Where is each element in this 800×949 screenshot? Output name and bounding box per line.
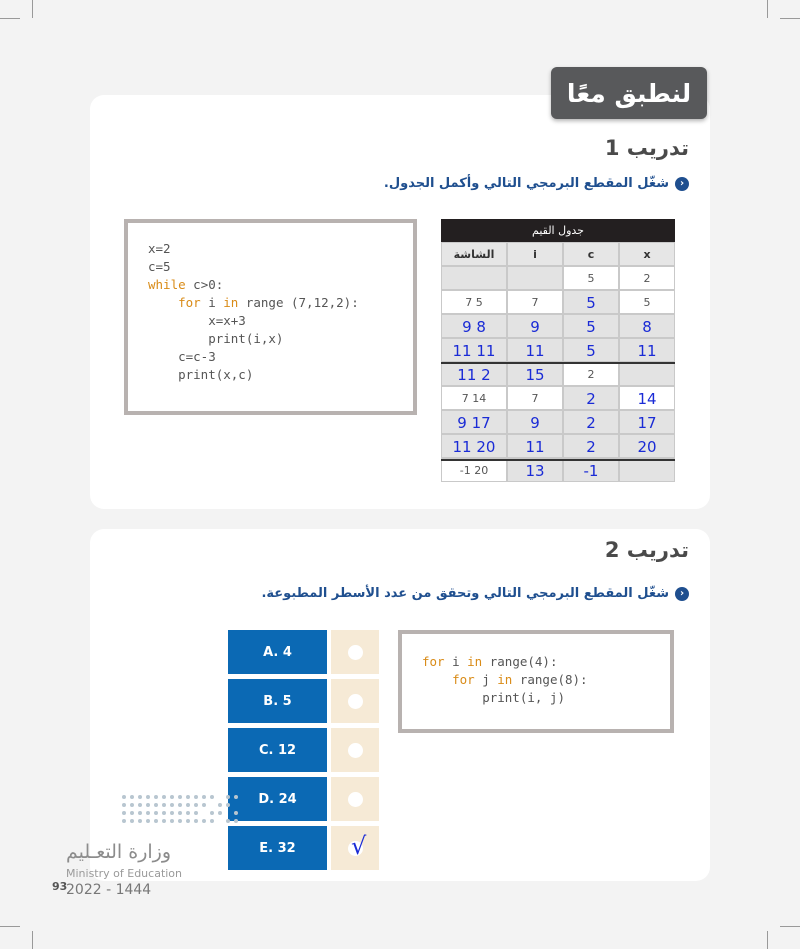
logo-dot [186,795,190,799]
handwritten-answer: 13 [525,462,545,480]
handwritten-answer: 9 [530,318,540,336]
handwritten-answer: 11 2 [457,366,491,384]
logo-dot [178,819,182,823]
code-text: range (7,12,2): [238,295,359,310]
code-line [148,366,253,384]
table-cell [563,410,619,434]
handwritten-answer: 8 [642,318,652,336]
answer-option-label[interactable]: A. 4 [228,630,327,674]
logo-dot [154,819,158,823]
code-keyword: for [452,672,475,687]
answer-option-label[interactable]: D. 24 [228,777,327,821]
handwritten-answer: 11 20 [452,438,496,456]
logo-dot [146,819,150,823]
table-cell: 5 [619,290,675,314]
table-header-cell: c [563,242,619,266]
table-cell [441,434,507,458]
table-cell [507,434,563,458]
logo-dot [146,803,150,807]
handwritten-answer: 2 [586,390,596,408]
crop-mark [767,931,768,949]
code-text: print(i,x) [148,331,284,346]
logo-dot [170,795,174,799]
answer-radio-cell[interactable] [331,630,379,674]
code-text [422,672,452,687]
chevron-left-icon: ‹ [675,177,689,191]
answer-radio-cell[interactable] [331,777,379,821]
table-cell [619,338,675,362]
logo-dot [138,795,142,799]
table-cell [563,386,619,410]
logo-dot [178,803,182,807]
table-cell [619,458,675,482]
logo-dot [162,811,166,815]
crop-mark [780,926,800,927]
values-table [441,219,675,482]
handwritten-answer: 17 [637,414,657,432]
code-text: print(x,c) [148,367,254,382]
crop-mark [0,18,20,19]
logo-dot [218,803,222,807]
answer-option-label[interactable]: B. 5 [228,679,327,723]
logo-dot [122,819,126,823]
table-row [441,338,675,362]
logo-dot [210,811,214,815]
handwritten-answer: 9 17 [457,414,491,432]
exercise1-heading: تدريب 1 [604,136,689,160]
table-cell [441,266,507,290]
table-cell [507,338,563,362]
table-header-cell: i [507,242,563,266]
exercise1-code-box [124,219,417,415]
table-cell [563,290,619,314]
code-text: x=2 [148,241,171,256]
logo-dot [130,795,134,799]
logo-dot [226,819,230,823]
table-cell [441,338,507,362]
table-cell [507,458,563,482]
logo-dot [234,811,238,815]
crop-mark [767,0,768,18]
logo-dot [234,795,238,799]
table-row [441,290,675,314]
code-text: c>0: [185,277,224,292]
radio-button-icon[interactable] [348,694,363,709]
crop-mark [32,0,33,18]
handwritten-answer: 2 [586,414,596,432]
logo-dot [138,819,142,823]
handwritten-answer: 11 [525,438,545,456]
logo-dot [194,795,198,799]
handwritten-answer: 14 [637,390,657,408]
code-text: c=5 [148,259,171,274]
handwritten-answer: 11 11 [452,342,496,360]
handwritten-answer: 11 [637,342,657,360]
table-divider [441,459,675,461]
code-keyword: while [148,277,186,292]
page-number: 93 [52,880,68,893]
code-line [148,294,359,312]
handwritten-answer: 5 [586,294,596,312]
ministry-name-english: Ministry of Education [66,867,183,880]
chevron-left-icon: ‹ [675,587,689,601]
logo-dot [154,803,158,807]
crop-mark [0,926,20,927]
logo-dot [202,803,206,807]
logo-dot [226,803,230,807]
table-cell [563,458,619,482]
logo-dot [162,819,166,823]
answer-option-label[interactable]: C. 12 [228,728,327,772]
section-banner: لنطبق معًا [551,67,707,119]
logo-dot [138,803,142,807]
table-cell [619,362,675,386]
logo-dot [122,803,126,807]
radio-button-icon[interactable] [348,743,363,758]
ministry-name-arabic: وزارة التعـليم [66,841,172,863]
table-cell: 2 [619,266,675,290]
table-cell [441,362,507,386]
table-divider [441,362,675,364]
handwritten-check-mark: √ [351,832,367,860]
table-cell: -1 20 [441,458,507,482]
logo-dot [210,819,214,823]
code-line [148,312,246,330]
table-row [441,386,675,410]
logo-dot [178,811,182,815]
values-table-title: جدول القيم [441,219,675,242]
code-text: print(i, j) [422,690,565,705]
logo-dot [130,811,134,815]
code-line [148,276,223,294]
exercise2-instruction [261,586,689,601]
logo-dot [170,819,174,823]
radio-button-icon[interactable] [348,792,363,807]
exercise1-instruction [384,176,689,191]
crop-mark [32,931,33,949]
table-cell [441,314,507,338]
handwritten-answer: 20 [637,438,657,456]
logo-dot [130,803,134,807]
code-text: i [200,295,224,310]
logo-dot [138,811,142,815]
table-cell [619,434,675,458]
table-cell [441,410,507,434]
logo-dot [154,795,158,799]
table-cell [507,266,563,290]
table-row [441,458,675,482]
logo-dot [122,795,126,799]
handwritten-answer: 9 [530,414,540,432]
logo-dot [170,811,174,815]
table-header-cell: x [619,242,675,266]
code-text: range(8): [512,672,588,687]
logo-dot [202,819,206,823]
logo-dot [130,819,134,823]
code-text [148,295,178,310]
table-cell: 7 [507,386,563,410]
code-text: range(4): [482,654,558,669]
logo-dot [146,811,150,815]
table-row [441,266,675,290]
code-line [148,330,283,348]
code-text: c=c-3 [148,349,216,364]
logo-dot [218,811,222,815]
code-line [422,689,565,707]
code-line [422,671,588,689]
handwritten-answer: 2 [586,438,596,456]
table-cell: 5 [563,266,619,290]
values-table-body [441,266,675,482]
table-cell: 2 [563,362,619,386]
edition-year: 2022 - 1444 [66,882,152,898]
table-cell [619,386,675,410]
logo-dot [178,795,182,799]
handwritten-answer: 5 [586,318,596,336]
logo-dot [186,819,190,823]
logo-dot [122,811,126,815]
table-cell [619,314,675,338]
exercise2-heading: تدريب 2 [604,538,689,562]
handwritten-answer: 15 [525,366,545,384]
table-cell: 7 5 [441,290,507,314]
table-row [441,434,675,458]
table-row [441,362,675,386]
table-cell [563,338,619,362]
code-keyword: in [467,654,483,669]
code-keyword: for [422,654,445,669]
table-cell [563,314,619,338]
logo-dot [154,811,158,815]
logo-dot [146,795,150,799]
code-line [148,240,171,258]
table-cell [507,410,563,434]
table-cell [619,410,675,434]
table-cell: 7 14 [441,386,507,410]
logo-dot [194,811,198,815]
table-header-row [441,242,675,266]
logo-dot [210,795,214,799]
logo-dot [170,803,174,807]
code-text: x=x+3 [148,313,246,328]
crop-mark [780,18,800,19]
handwritten-answer: 5 [586,342,596,360]
exercise1-instruction-text: شغّل المقطع البرمجي التالي وأكمل الجدول. [383,176,669,191]
logo-dot [162,795,166,799]
table-header-cell: الشاشة [441,242,507,266]
code-line [148,348,216,366]
logo-dot [186,811,190,815]
logo-dot [234,819,238,823]
answer-option-label[interactable]: E. 32 [228,826,327,870]
table-row [441,410,675,434]
code-keyword: in [497,672,513,687]
code-keyword: in [223,295,239,310]
logo-dot [194,803,198,807]
table-cell: 7 [507,290,563,314]
code-text: i [444,654,468,669]
answer-radio-cell[interactable] [331,728,379,772]
code-line [422,653,557,671]
code-keyword: for [178,295,201,310]
radio-button-icon[interactable] [348,645,363,660]
table-cell [507,314,563,338]
table-cell [507,362,563,386]
logo-dot [186,803,190,807]
logo-dot [226,795,230,799]
logo-dot [202,795,206,799]
handwritten-answer: 11 [525,342,545,360]
table-cell [563,434,619,458]
handwritten-answer: -1 [583,462,599,480]
exercise2-code-box [398,630,674,733]
code-text: j [474,672,498,687]
table-row [441,314,675,338]
exercise2-instruction-text: شغّل المقطع البرمجي التالي وتحقق من عدد الأسطر المطبوعة. [261,586,669,601]
logo-dot [162,803,166,807]
answer-radio-cell[interactable] [331,679,379,723]
handwritten-answer: 9 8 [462,318,486,336]
code-line [148,258,171,276]
logo-dot [194,819,198,823]
